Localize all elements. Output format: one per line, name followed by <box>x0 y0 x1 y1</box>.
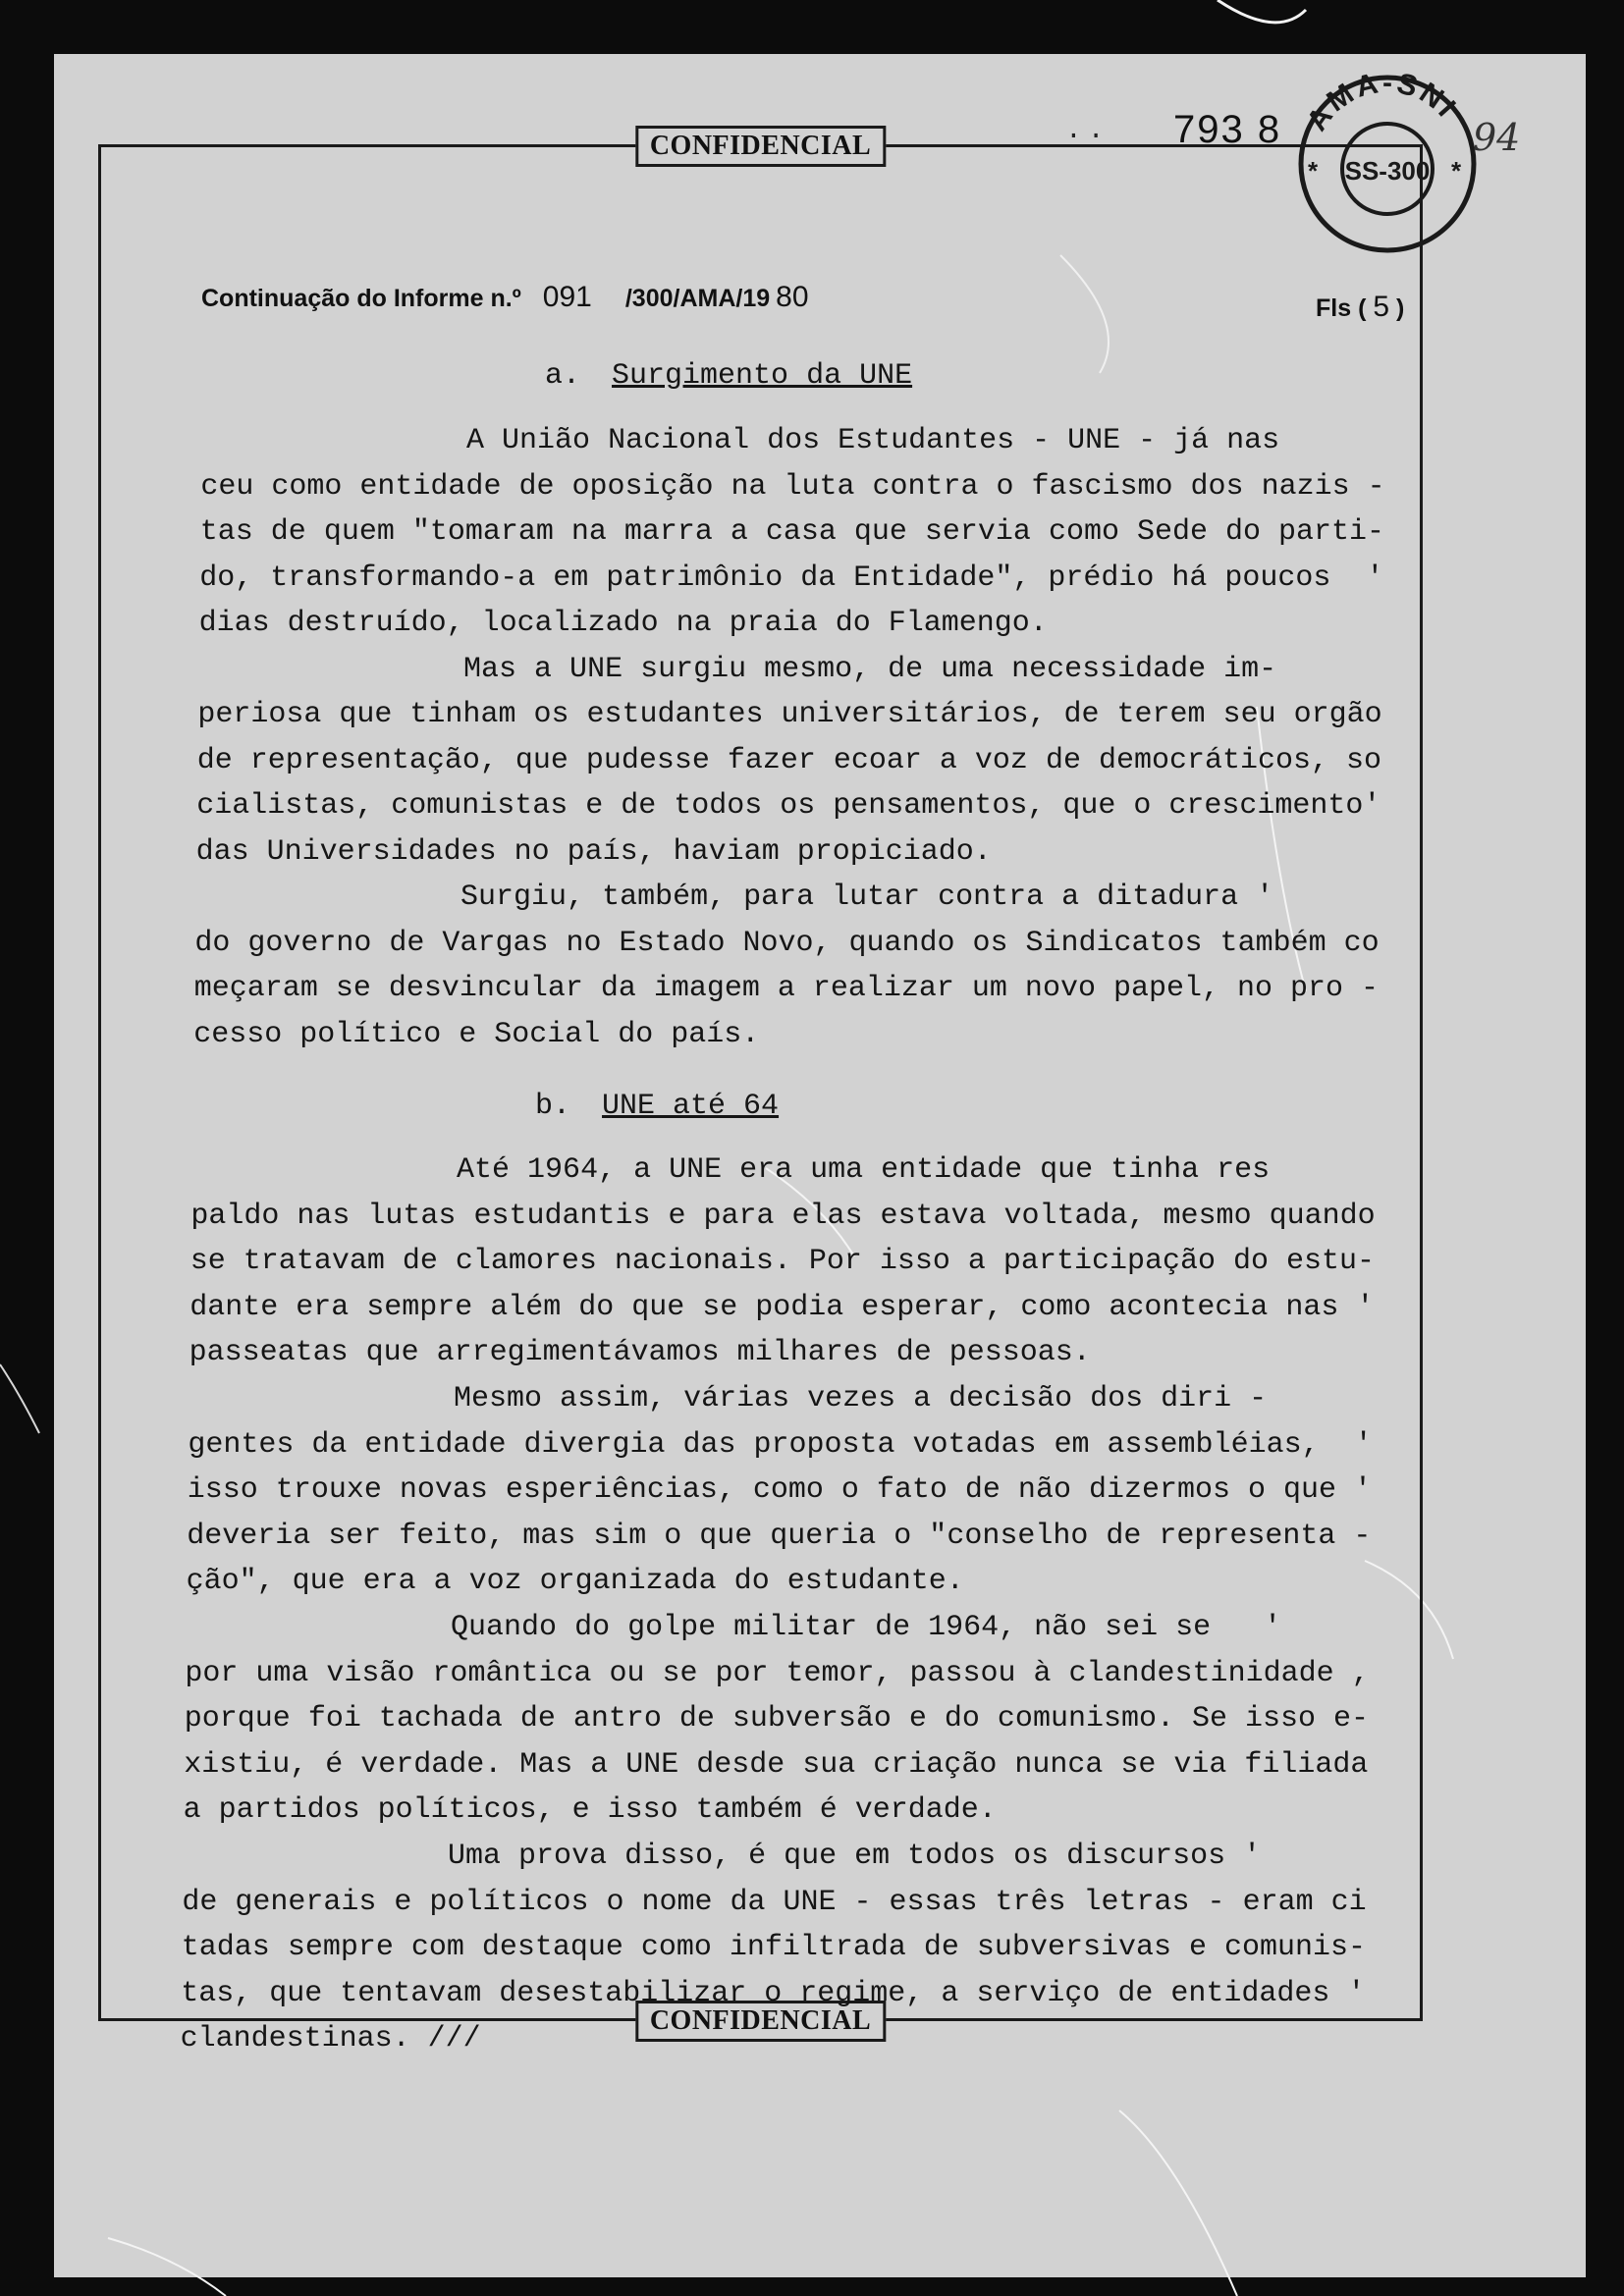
body-text-line: gentes da entidade divergia das proposta votadas em assembléias, ' <box>188 1427 1373 1462</box>
body-text-line: xistiu, é verdade. Mas a UNE desde sua criação nunca se via filiada <box>184 1747 1369 1782</box>
classification-top: CONFIDENCIAL <box>635 126 886 167</box>
body-text-line: meçaram se desvincular da imagem a realizar um novo papel, no pro - <box>193 972 1379 1005</box>
section-a-heading <box>545 359 912 393</box>
body-text-line: Quando do golpe militar de 1964, não sei se ' <box>186 1611 1282 1644</box>
dots-mark: .. <box>1065 116 1110 146</box>
body-text-line: paldo nas lutas estudantis e para elas estava voltada, mesmo quando <box>190 1199 1376 1233</box>
svg-text:*: * <box>1451 156 1462 186</box>
section-b-heading <box>535 1090 779 1123</box>
section-a-marker: a. <box>545 359 581 393</box>
svg-text:SS-300: SS-300 <box>1344 156 1431 186</box>
body-text-line: do governo de Vargas no Estado Novo, quando os Sindicatos também co <box>194 926 1380 960</box>
body-text-line: Mas a UNE surgiu mesmo, de uma necessidade im- <box>198 652 1277 686</box>
body-text-line: Uma prova disso, é que em todos os discursos ' <box>183 1840 1262 1873</box>
body-text-line: de generais e políticos o nome da UNE - essas três letras - eram ci <box>182 1885 1367 1919</box>
body-text-line: ção", que era a voz organizada do estudante. <box>186 1565 964 1599</box>
page-close: ) <box>1396 294 1405 322</box>
svg-text:*: * <box>1308 156 1319 186</box>
report-suffix: /300/AMA/19 <box>624 285 771 312</box>
report-year: 80 <box>776 281 809 313</box>
section-a-title: Surgimento da UNE <box>612 359 913 393</box>
body-text-line: tas, que tentavam desestabilizar o regime, a serviço de entidades ' <box>181 1976 1366 2010</box>
body-text-line: tas de quem "tomaram na marra a casa que servia como Sede do parti- <box>199 515 1384 549</box>
body-text-line: clandestinas. /// <box>180 2022 481 2056</box>
body-text-line: cesso político e Social do país. <box>193 1017 760 1051</box>
section-b-title: UNE até 64 <box>602 1090 780 1123</box>
body-text-line: deveria ser feito, mas sim o que queria o "conselho de representa - <box>187 1519 1372 1553</box>
document-number: 793 8 <box>1173 108 1282 151</box>
report-header <box>201 281 823 314</box>
body-text-line: periosa que tinham os estudantes universitários, de terem seu orgão <box>197 698 1382 731</box>
report-label: Continuação do Informe n.º <box>201 285 521 312</box>
report-number: 091 <box>542 281 592 313</box>
body-text-line: porque foi tachada de antro de subversão e do comunismo. Se isso e- <box>184 1702 1369 1736</box>
body-text-line: das Universidades no país, haviam propiciado. <box>195 834 992 869</box>
body-text-line: se tratavam de clamores nacionais. Por isso a participação do estu- <box>189 1245 1375 1279</box>
body-text-line: do, transformando-a em patrimônio da Entidade", prédio há poucos ' <box>199 561 1384 595</box>
page-number: 5 <box>1373 291 1390 323</box>
body-text-line: por uma visão romântica ou se por temor, passou à clandestinidade , <box>185 1656 1370 1690</box>
body-text-line: cialistas, comunistas e de todos os pensamentos, que o crescimento' <box>196 789 1381 823</box>
body-text-line: dias destruído, localizado na praia do Flamengo. <box>198 607 1048 640</box>
body-text-line: a partidos políticos, e isso também é verdade. <box>183 1793 997 1828</box>
body-text-line: dante era sempre além do que se podia esperar, como acontecia nas ' <box>189 1290 1375 1324</box>
classification-bottom: CONFIDENCIAL <box>635 2001 886 2042</box>
handwritten-page-mark: 94 <box>1473 116 1521 159</box>
page-indicator <box>1316 291 1404 324</box>
body-text-line: de representação, que pudesse fazer ecoar a voz de democráticos, so <box>196 743 1381 777</box>
body-text-line: A União Nacional dos Estudantes - UNE - já nas <box>201 424 1280 457</box>
body-text-line: tadas sempre com destaque como infiltrada de subversivas e comunis- <box>181 1931 1366 1965</box>
body-text-line: Surgiu, também, para lutar contra a ditadura ' <box>195 881 1274 914</box>
section-b-marker: b. <box>535 1090 571 1123</box>
page-label: Fls ( <box>1316 294 1367 322</box>
body-text-line: Até 1964, a UNE era uma entidade que tinha res <box>191 1153 1271 1187</box>
body-text-line: Mesmo assim, várias vezes a decisão dos diri - <box>189 1382 1268 1415</box>
body-text-line: isso trouxe novas esperiências, como o fato de não dizermos o que ' <box>187 1473 1372 1508</box>
svg-text:AMA-SNI: AMA-SNI <box>1300 71 1464 137</box>
body-text-line: passeatas que arregimentávamos milhares de pessoas. <box>189 1336 1091 1370</box>
body-text-line: ceu como entidade de oposição na luta contra o fascismo dos nazis - <box>200 469 1385 504</box>
